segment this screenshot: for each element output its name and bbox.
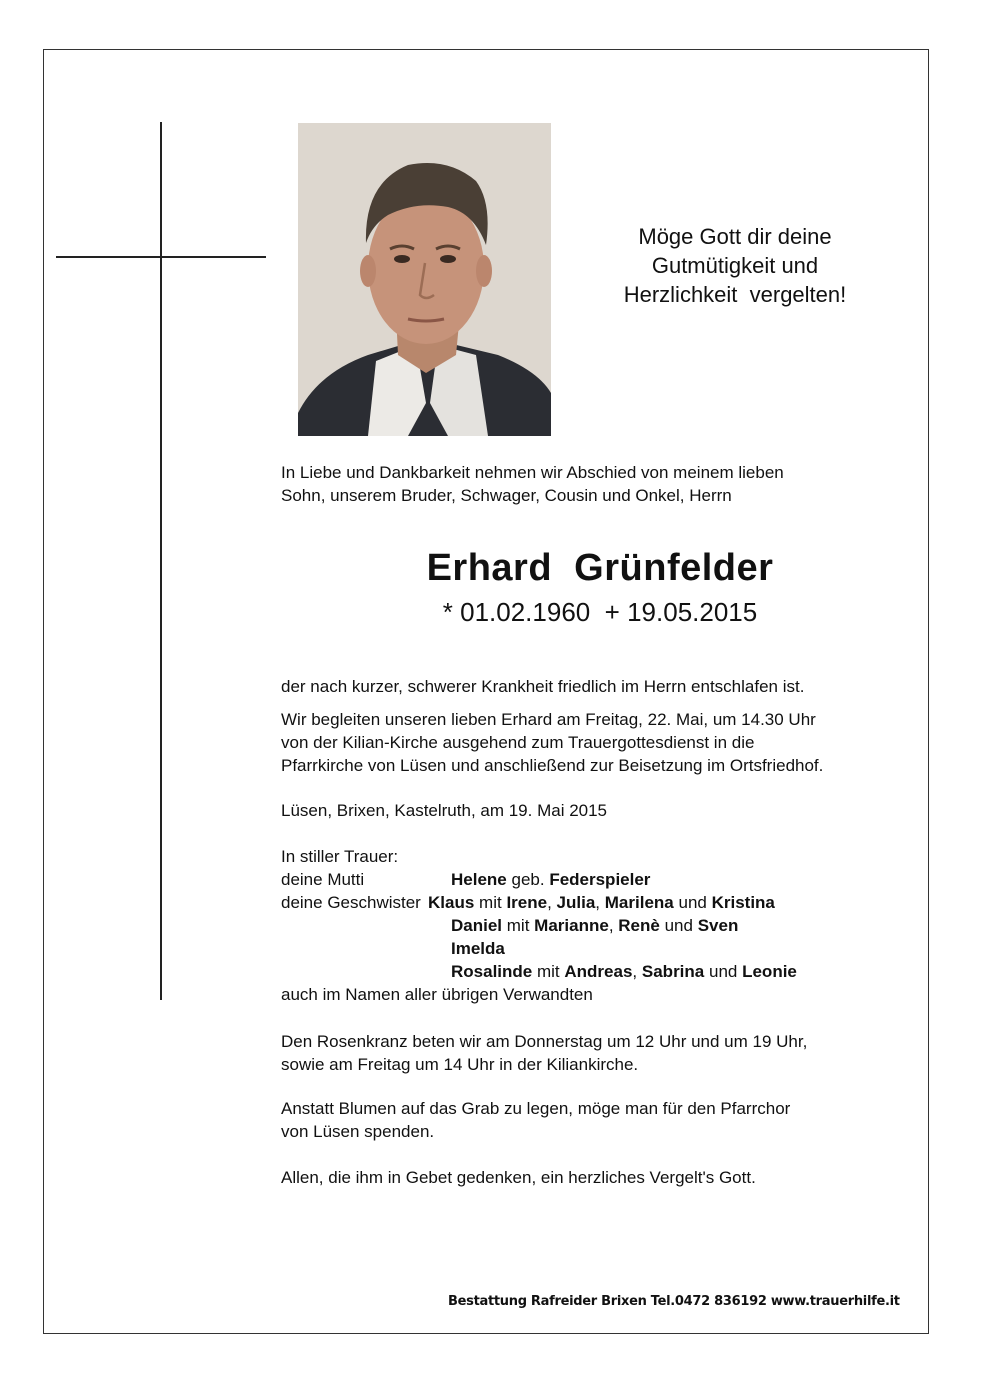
relative-name: Kristina — [711, 893, 775, 912]
connector-und: und — [678, 893, 707, 912]
cross-horizontal-bar — [56, 256, 266, 258]
separator: , — [595, 893, 601, 912]
separator: , — [632, 962, 638, 981]
intro-line-2: Sohn, unserem Bruder, Schwager, Cousin und Onkel, Herrn — [281, 486, 732, 505]
mourners-list — [281, 845, 911, 1006]
flowers-line-2: von Lüsen spenden. — [281, 1122, 435, 1141]
death-note: der nach kurzer, schwerer Krankheit friedlich im Herrn entschlafen ist. — [281, 677, 805, 696]
siblings-label: deine Geschwister — [281, 893, 421, 912]
sibling-row-1 — [281, 891, 911, 914]
connector-und: und — [664, 916, 693, 935]
relative-name: Irene — [506, 893, 548, 912]
relative-name: Renè — [618, 916, 660, 935]
portrait-photo — [298, 123, 551, 436]
sibling-name: Klaus — [428, 893, 475, 912]
connector-mit: mit — [506, 916, 530, 935]
place-date: Lüsen, Brixen, Kastelruth, am 19. Mai 2015 — [281, 801, 608, 820]
verse-line-3: Herzlichkeit vergelten! — [623, 282, 847, 307]
rosary-line-1: Den Rosenkranz beten wir am Donnerstag um 12 Uhr und um 19 Uhr, — [281, 1032, 808, 1051]
funeral-home-footer: Bestattung Rafreider Brixen Tel.0472 836192 www.trauerhilfe.it — [448, 1294, 900, 1309]
sibling-row-2 — [281, 914, 911, 937]
connector-mit: mit — [536, 962, 560, 981]
deceased-name: Erhard Grünfelder — [426, 547, 774, 589]
verse-line-2: Gutmütigkeit und — [651, 253, 819, 278]
relative-name: Sabrina — [641, 962, 705, 981]
relative-name: Sven — [697, 916, 739, 935]
funeral-line-1: Wir begleiten unseren lieben Erhard am Freitag, 22. Mai, um 14.30 Uhr — [281, 710, 816, 729]
relative-name: Andreas — [564, 962, 633, 981]
sibling-name: Daniel — [451, 916, 503, 935]
mourners-heading: In stiller Trauer: — [281, 847, 399, 866]
rosary-info — [281, 1030, 911, 1076]
sibling-name: Imelda — [451, 939, 505, 958]
relative-name: Leonie — [742, 962, 797, 981]
relative-name: Marianne — [534, 916, 609, 935]
flowers-note — [281, 1097, 911, 1143]
cross-vertical-bar — [160, 122, 162, 1000]
funeral-line-2: von der Kilian-Kirche ausgehend zum Trauergottesdienst in die — [281, 733, 755, 752]
connector-mit: mit — [479, 893, 502, 912]
mother-maiden-name: Federspieler — [549, 870, 651, 889]
connector-und: und — [708, 962, 738, 981]
mother-label: deine Mutti — [281, 870, 365, 889]
life-dates: * 01.02.1960 + 19.05.2015 — [442, 597, 758, 627]
sibling-name: Rosalinde — [451, 962, 533, 981]
relative-name: Marilena — [604, 893, 674, 912]
verse-line-1: Möge Gott dir deine — [638, 224, 832, 249]
thanks-note: Allen, die ihm in Gebet gedenken, ein herzliches Vergelt's Gott. — [281, 1168, 756, 1187]
intro-line-1: In Liebe und Dankbarkeit nehmen wir Abschied von meinem lieben — [281, 463, 784, 482]
funeral-details — [281, 708, 911, 777]
sibling-row-3 — [281, 937, 911, 960]
funeral-line-3: Pfarrkirche von Lüsen und anschließend zur Beisetzung im Ortsfriedhof. — [281, 756, 824, 775]
rosary-line-2: sowie am Freitag um 14 Uhr in der Kiliankirche. — [281, 1055, 639, 1074]
separator: , — [547, 893, 552, 912]
flowers-line-1: Anstatt Blumen auf das Grab zu legen, möge man für den Pfarrchor — [281, 1099, 791, 1118]
memorial-verse — [590, 222, 880, 309]
relative-name: Julia — [556, 893, 596, 912]
mother-geb: geb. — [511, 870, 545, 889]
sibling-row-4 — [281, 960, 911, 983]
mourners-closing: auch im Namen aller übrigen Verwandten — [281, 985, 593, 1004]
intro-text — [281, 461, 901, 507]
mother-row — [281, 868, 911, 891]
separator: , — [608, 916, 614, 935]
mother-first-name: Helene — [451, 870, 507, 889]
